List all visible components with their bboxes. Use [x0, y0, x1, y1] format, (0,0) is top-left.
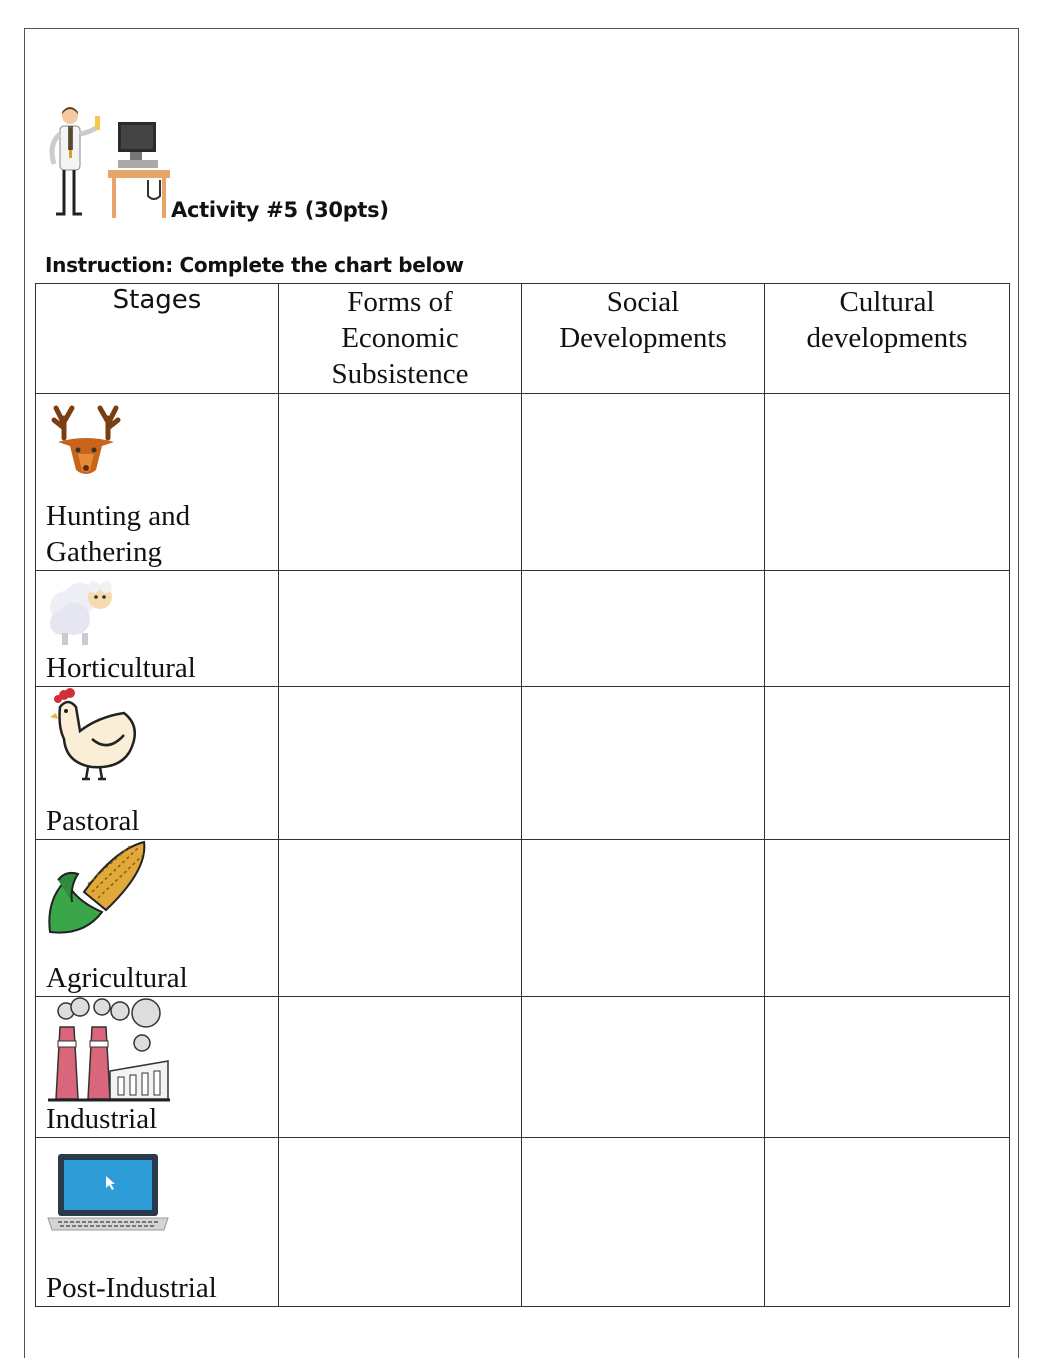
stage-label: Pastoral	[46, 805, 140, 837]
stages-chart-table	[35, 283, 1010, 1307]
answer-cell-social[interactable]	[522, 840, 765, 997]
table-row	[36, 571, 1010, 687]
table-row	[36, 840, 1010, 997]
stage-label: Post-Industrial	[46, 1272, 217, 1304]
answer-cell-economic[interactable]	[279, 1138, 522, 1307]
answer-cell-social[interactable]	[522, 394, 765, 571]
answer-cell-cultural[interactable]	[765, 687, 1010, 840]
answer-cell-economic[interactable]	[279, 394, 522, 571]
corn-icon	[44, 840, 148, 938]
stage-label: Agricultural	[46, 962, 188, 994]
answer-cell-economic[interactable]	[279, 840, 522, 997]
column-header-stages: Stages	[36, 284, 279, 394]
answer-cell-economic[interactable]	[279, 997, 522, 1138]
column-header-cultural-developments: Cultural developments	[765, 284, 1010, 394]
stage-cell-industrial	[36, 997, 279, 1138]
answer-cell-social[interactable]	[522, 997, 765, 1138]
instruction-text: Instruction: Complete the chart below	[45, 253, 464, 277]
answer-cell-cultural[interactable]	[765, 840, 1010, 997]
table-row	[36, 394, 1010, 571]
teacher-computer-icon	[44, 104, 172, 220]
deer-icon	[44, 398, 134, 478]
column-header-economic-subsistence: Forms of Economic Subsistence	[279, 284, 522, 394]
stage-label: Horticultural	[46, 652, 196, 684]
table-row	[36, 997, 1010, 1138]
stage-label: Industrial	[46, 1103, 158, 1135]
stage-cell-post-industrial	[36, 1138, 279, 1307]
chicken-icon	[48, 687, 144, 783]
answer-cell-social[interactable]	[522, 687, 765, 840]
activity-title: Activity #5 (30pts)	[171, 198, 389, 222]
column-header-social-developments: Social Developments	[522, 284, 765, 394]
stage-cell-hunting-gathering	[36, 394, 279, 571]
stage-cell-horticultural	[36, 571, 279, 687]
answer-cell-social[interactable]	[522, 1138, 765, 1307]
header-row	[36, 284, 1010, 394]
answer-cell-social[interactable]	[522, 571, 765, 687]
answer-cell-economic[interactable]	[279, 687, 522, 840]
sheep-icon	[44, 577, 130, 649]
stage-cell-pastoral	[36, 687, 279, 840]
table-row	[36, 1138, 1010, 1307]
answer-cell-economic[interactable]	[279, 571, 522, 687]
answer-cell-cultural[interactable]	[765, 394, 1010, 571]
stage-label: Hunting and Gathering	[46, 500, 191, 568]
factory-icon	[46, 997, 172, 1103]
answer-cell-cultural[interactable]	[765, 571, 1010, 687]
table-row	[36, 687, 1010, 840]
answer-cell-cultural[interactable]	[765, 997, 1010, 1138]
stage-cell-agricultural	[36, 840, 279, 997]
answer-cell-cultural[interactable]	[765, 1138, 1010, 1307]
laptop-icon	[46, 1152, 172, 1234]
